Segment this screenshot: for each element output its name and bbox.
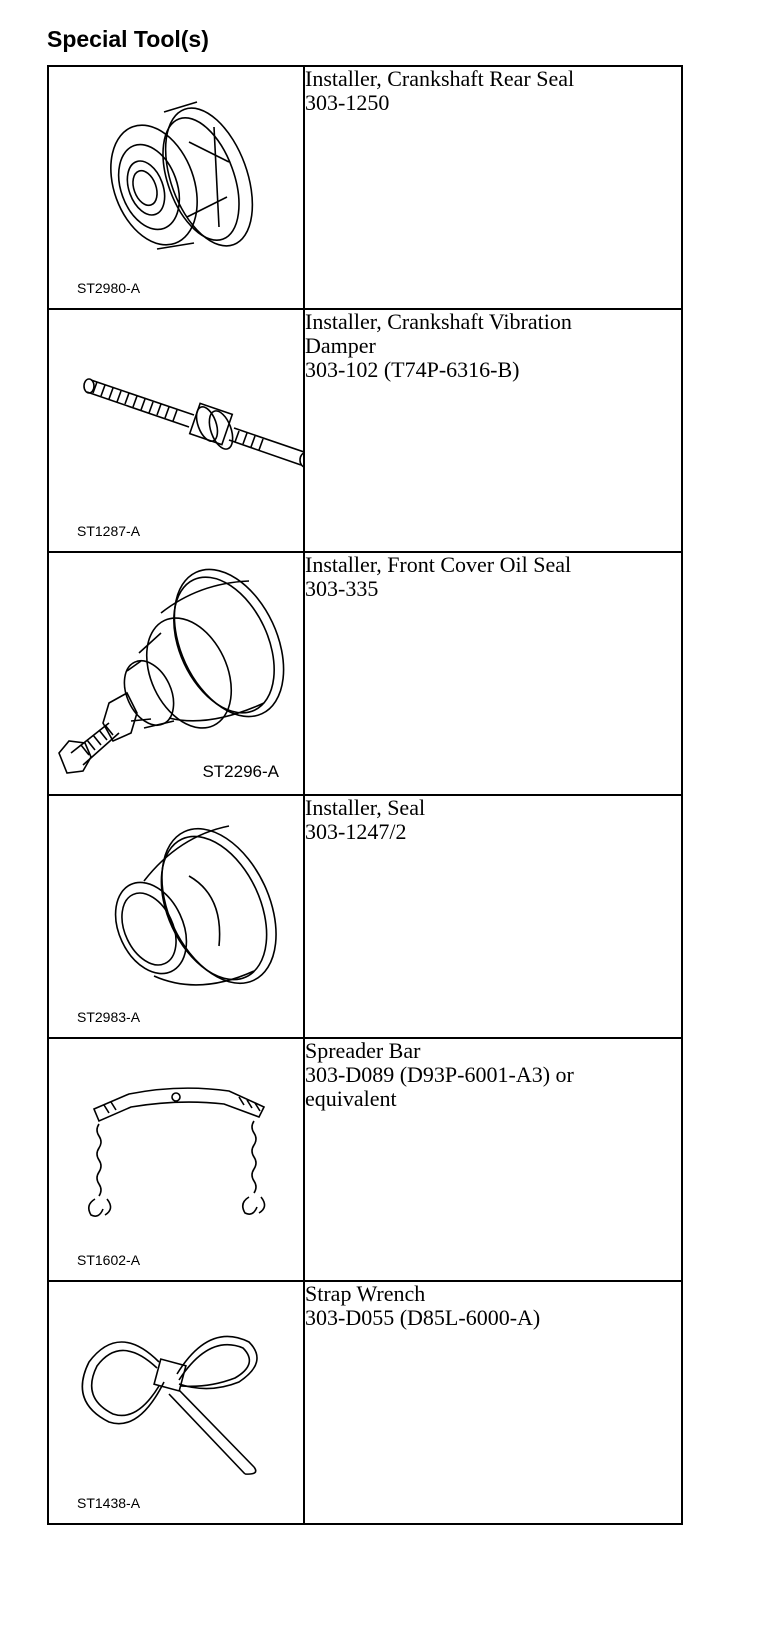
tool-name: Installer, Crankshaft Vibration bbox=[305, 309, 572, 334]
tool-code: ST1287-A bbox=[77, 523, 141, 539]
tool-number: 303-1250 bbox=[305, 90, 390, 115]
tool-code: ST1602-A bbox=[77, 1252, 141, 1268]
tool-number: 303-102 (T74P-6316-B) bbox=[305, 357, 520, 382]
tool-name: Installer, Crankshaft Rear Seal bbox=[305, 66, 575, 91]
front-cover-seal-installer-icon bbox=[49, 553, 303, 796]
vibration-damper-installer-icon bbox=[49, 310, 303, 553]
tool-description-cell bbox=[304, 552, 682, 795]
tool-number: 303-1247/2 bbox=[305, 819, 407, 844]
tool-name: Strap Wrench bbox=[305, 1281, 426, 1306]
tool-code: ST2983-A bbox=[77, 1009, 141, 1025]
table-row bbox=[48, 309, 682, 552]
table-row bbox=[48, 552, 682, 795]
tool-code: ST2296-A bbox=[202, 762, 279, 781]
seal-installer-icon bbox=[49, 796, 303, 1039]
tool-name-continued: Damper bbox=[305, 333, 376, 358]
tool-illustration-cell bbox=[48, 795, 304, 1038]
tool-note: equivalent bbox=[305, 1086, 397, 1111]
table-row bbox=[48, 1281, 682, 1524]
tool-name: Spreader Bar bbox=[305, 1038, 421, 1063]
tool-name: Installer, Front Cover Oil Seal bbox=[305, 552, 572, 577]
tool-description-cell bbox=[304, 795, 682, 1038]
tool-description-cell bbox=[304, 1038, 682, 1281]
page-title: Special Tool(s) bbox=[47, 26, 209, 52]
tool-description-cell bbox=[304, 309, 682, 552]
table-row bbox=[48, 1038, 682, 1281]
tool-code: ST2980-A bbox=[77, 280, 141, 296]
spreader-bar-icon bbox=[49, 1039, 303, 1282]
strap-wrench-icon bbox=[49, 1282, 303, 1525]
crankshaft-rear-seal-installer-icon bbox=[49, 67, 303, 310]
table-row bbox=[48, 66, 682, 309]
tool-illustration-cell bbox=[48, 1281, 304, 1524]
tool-number: 303-D089 (D93P-6001-A3) or bbox=[305, 1062, 574, 1087]
tool-illustration-cell bbox=[48, 309, 304, 552]
tool-description-cell bbox=[304, 1281, 682, 1524]
tool-code: ST1438-A bbox=[77, 1495, 141, 1511]
tool-illustration-cell bbox=[48, 66, 304, 309]
table-row bbox=[48, 795, 682, 1038]
tool-number: 303-335 bbox=[305, 576, 379, 601]
tool-illustration-cell bbox=[48, 552, 304, 795]
tool-description-cell bbox=[304, 66, 682, 309]
tool-number: 303-D055 (D85L-6000-A) bbox=[305, 1305, 541, 1330]
tool-illustration-cell bbox=[48, 1038, 304, 1281]
special-tools-table bbox=[47, 65, 683, 1525]
tool-name: Installer, Seal bbox=[305, 795, 426, 820]
